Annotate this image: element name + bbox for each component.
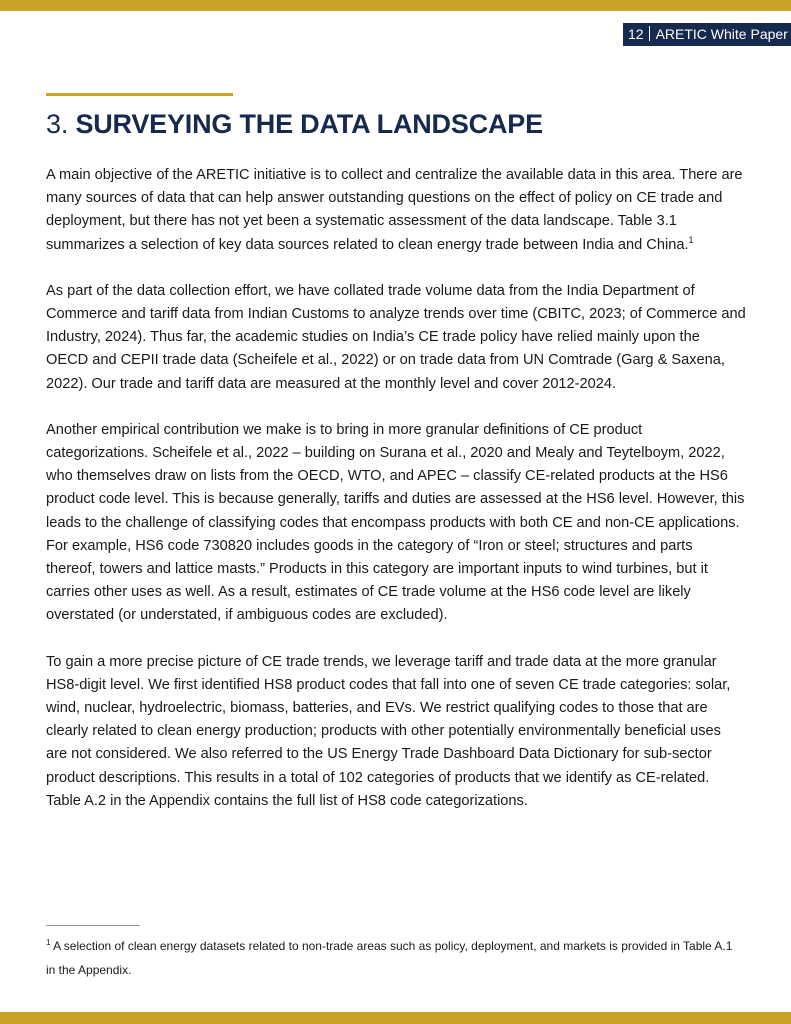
page-number: 12: [628, 26, 644, 42]
top-accent-bar: [0, 0, 791, 11]
section-number: 3.: [46, 109, 69, 139]
body-text: [46, 164, 746, 836]
footnote-marker: 1: [46, 938, 51, 947]
section-title: [46, 107, 543, 141]
footnote-reference[interactable]: 1: [688, 234, 694, 245]
paragraph-1-text: A main objective of the ARETIC initiative is to collect and centralize the available data in this area. There are many sources of data that can help answer outstanding questions on the effect of policy on CE trade and deployment, but there has not yet been a systematic assessment of the data landscape. Table 3.1 summarizes a selection of key data sources related to clean energy trade between India and China.: [46, 167, 743, 253]
document-title: ARETIC White Paper: [655, 26, 788, 42]
title-accent-rule: [46, 93, 233, 96]
paragraph-2: As part of the data collection effort, we have collated trade volume data from the India Department of Commerce and tariff data from Indian Customs to analyze trends over time (CBITC, 2023; of Commerce and Industry, 2024). Thus far, the academic studies on India’s CE trade policy have relied mainly upon the OECD and CEPII trade data (Scheifele et al., 2022) or on trade data from UN Comtrade (Garg & Saxena, 2022). Our trade and tariff data are measured at the monthly level and cover 2012-2024.: [46, 282, 746, 392]
paragraph-3: Another empirical contribution we make is to bring in more granular definitions of CE product categorizations. Scheifele et al., 2022 – building on Surana et al., 2020 and Mealy and Teytelboym, 2022, who themselves draw on lists from the OECD, WTO, and APEC – classify CE-related products at the HS6 product code level. This is because generally, tariffs and duties are assessed at the HS6 level. However, this leads to the challenge of classifying codes that encompass products with both CE and non-CE applications. For example, HS6 code 730820 includes goods in the category of “Iron or steel; structures and parts thereof, towers and lattice masts.” Products in this category are important inputs to wind turbines, but it carries other uses as well. As a result, estimates of CE trade volume at the HS6 code level are likely overstated (or understated, if ambiguous codes are excluded).: [46, 421, 745, 624]
bottom-accent-bar: [0, 1012, 791, 1024]
footnote-text: A selection of clean energy datasets related to non-trade areas such as policy, deployment, and markets is provided in Table A.1 in the Appendix.: [46, 939, 733, 977]
paragraph-1: [46, 164, 746, 257]
footnote: [46, 934, 736, 982]
footnote-divider: [46, 925, 140, 926]
page-header-tag: [623, 23, 791, 46]
header-separator: [649, 26, 650, 41]
paragraph-4: To gain a more precise picture of CE trade trends, we leverage tariff and trade data at the more granular HS8-digit level. We first identified HS8 product codes that fall into one of seven CE trade categories: solar, wind, nuclear, hydroelectric, biomass, batteries, and EVs. We restrict qualifying codes to those that are clearly related to clean energy production; products with other potentially environmentally beneficial uses are not considered. We also referred to the US Energy Trade Dashboard Data Dictionary for sub-sector product descriptions. This results in a total of 102 categories of products that we identify as CE-related. Table A.2 in the Appendix contains the full list of HS8 code categorizations.: [46, 653, 731, 809]
section-heading: SURVEYING THE DATA LANDSCAPE: [75, 109, 543, 139]
